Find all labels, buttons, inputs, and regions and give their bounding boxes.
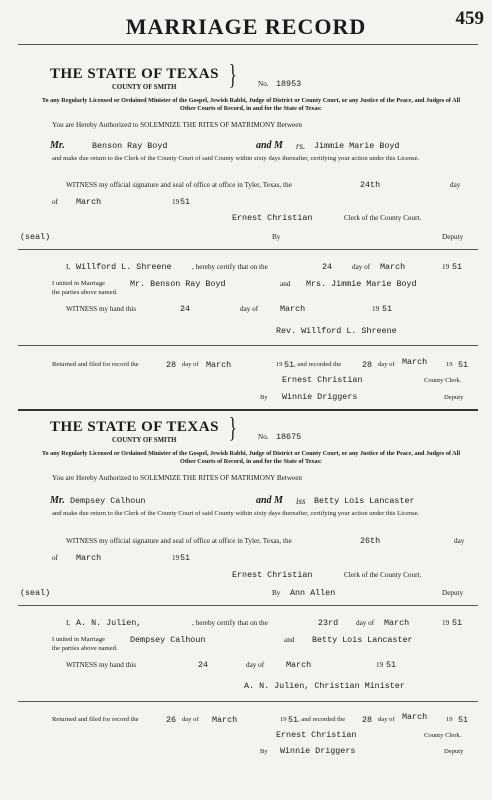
returned-text: Returned and filed for record the [52, 361, 139, 368]
page-number: 459 [455, 8, 484, 29]
returned-of: day of [182, 361, 199, 368]
authorized-text: You are Hereby Authorized to SOLEMNIZE THE RITES OF MATRIMONY Between [52, 474, 303, 482]
authorized-text: You are Hereby Authorized to SOLEMNIZE THE RITES OF MATRIMONY Between [52, 121, 303, 129]
returned-day: 28 [166, 360, 177, 370]
county-clerk-name: Ernest Christian [282, 375, 363, 385]
and-label: and [280, 280, 291, 288]
year-prefix: 19 [172, 554, 180, 562]
county-clerk-name: Ernest Christian [276, 730, 357, 740]
recorded-year: 51 [458, 715, 469, 725]
parties-text: the parties above named. [52, 289, 118, 296]
bride-prefix: rs. [296, 141, 306, 151]
recorded-of: day of [378, 716, 395, 723]
mr-prefix: Mr. [50, 140, 65, 151]
brace-mark: } [228, 413, 237, 444]
officiant-name: A. N. Julien, [76, 618, 142, 628]
day-label: day [450, 181, 461, 189]
returned-day: 26 [166, 715, 177, 725]
section-rule [18, 605, 478, 606]
return-text: and make due return to the Clerk of the County Court of said County within sixty days thereafter, certifying your action under this License. [52, 155, 420, 162]
cert-year-prefix: 19 [442, 263, 450, 271]
officiant-signature: A. N. Julien, Christian Minister [244, 681, 405, 691]
hand-of: day of [240, 305, 259, 313]
recorded-month: March [402, 712, 428, 722]
cert-year-prefix: 19 [442, 619, 450, 627]
state-heading: THE STATE OF TEXAS [50, 419, 219, 435]
and-prefix: and M [256, 140, 283, 151]
hand-year-prefix: 19 [376, 661, 384, 669]
by2-name: Winnie Driggers [280, 746, 356, 756]
witness-text: WITNESS my official signature and seal of office at office in Tyler, Texas, the [66, 181, 292, 189]
witness-hand: WITNESS my hand this [66, 305, 137, 313]
deputy-label: Deputy [442, 589, 464, 597]
cert-day-label: day of [356, 619, 375, 627]
license-no-label: No. [258, 80, 269, 88]
cert-day: 23rd [318, 618, 339, 628]
day-label: day [454, 537, 465, 545]
to-any-text: To any Regularly Licensed or Ordained Minister of the Gospel, Jewish Rabbi, Judge of District or County Court, or any Justice of the Peace, and Judges of All Other Courts of Record, in and for the State of Texas: [41, 97, 461, 112]
by2-label: By [260, 748, 268, 755]
recorded-day: 28 [362, 715, 373, 725]
day-value: 26th [360, 536, 381, 546]
deputy2-label: Deputy [444, 394, 464, 401]
clerk-name: Ernest Christian [232, 570, 313, 580]
and-label: and [284, 636, 295, 644]
by2-label: By [260, 394, 268, 401]
county-heading: COUNTY OF SMITH [112, 84, 177, 91]
recorded-year-prefix: 19 [446, 716, 453, 723]
officiant-name: Willford L. Shreene [76, 262, 172, 272]
page-title: MARRIAGE RECORD [125, 14, 367, 39]
returned-year-prefix: 19 [280, 716, 287, 723]
deputy-label: Deputy [442, 233, 464, 241]
month-value: March [76, 197, 102, 207]
license-no-label: No. [258, 433, 269, 441]
hand-year: 51 [386, 660, 397, 670]
year-value: 51 [180, 197, 191, 207]
bride-prefix: iss [296, 496, 306, 506]
returned-year: 51 [284, 360, 295, 370]
return-text: and make due return to the Clerk of the County Court of said County within sixty days thereafter, certifying your action under this License. [52, 510, 420, 517]
recorded-month: March [402, 357, 428, 367]
section-rule [18, 249, 478, 250]
returned-year-prefix: 19 [276, 361, 283, 368]
returned-month: March [212, 715, 238, 725]
of-label: of [52, 554, 58, 562]
hand-year: 51 [382, 304, 393, 314]
returned-of: day of [182, 716, 199, 723]
united-text: I united in Marriage [52, 636, 105, 643]
month-value: March [76, 553, 102, 563]
united-groom: Dempsey Calhoun [130, 635, 206, 645]
section-rule [18, 701, 478, 702]
recorded-text: , and recorded the [298, 716, 346, 723]
witness-text: WITNESS my official signature and seal of office at office in Tyler, Texas, the [66, 537, 292, 545]
by-label: By [272, 233, 281, 241]
cert-day-label: day of [352, 263, 371, 271]
mr-prefix: Mr. [50, 495, 65, 506]
returned-text: Returned and filed for record the [52, 716, 139, 723]
county-clerk-label: County Clerk. [424, 732, 462, 739]
united-groom: Mr. Benson Ray Boyd [130, 279, 226, 289]
groom-name: Benson Ray Boyd [92, 141, 168, 151]
recorded-day: 28 [362, 360, 373, 370]
clerk-label: Clerk of the County Court. [344, 214, 422, 222]
clerk-label: Clerk of the County Court. [344, 571, 422, 579]
recorded-text: , and recorded the [294, 361, 342, 368]
seal-mark: (seal) [20, 232, 51, 242]
bride-name: Jimmie Marie Boyd [314, 141, 400, 151]
header-rule [18, 44, 478, 45]
cert-month: March [384, 618, 410, 628]
clerk-name: Ernest Christian [232, 213, 313, 223]
seal-mark: (seal) [20, 588, 51, 598]
hand-month: March [286, 660, 312, 670]
hand-day: 24 [198, 660, 209, 670]
recorded-year: 51 [458, 360, 469, 370]
cert-text: , hereby certify that on the [192, 619, 268, 627]
united-bride: Betty Lois Lancaster [312, 635, 413, 645]
cert-i: I, [66, 619, 71, 627]
hand-year-prefix: 19 [372, 305, 380, 313]
cert-year: 51 [452, 262, 463, 272]
state-heading: THE STATE OF TEXAS [50, 66, 219, 82]
year-prefix: 19 [172, 198, 180, 206]
recorded-year-prefix: 19 [446, 361, 453, 368]
cert-text: , hereby certify that on the [192, 263, 268, 271]
license-number: 18953 [276, 79, 302, 89]
cert-day: 24 [322, 262, 333, 272]
hand-of: day of [246, 661, 265, 669]
hand-month: March [280, 304, 306, 314]
county-heading: COUNTY OF SMITH [112, 437, 177, 444]
brace-mark: } [228, 60, 237, 91]
united-text: I united in Marriage [52, 280, 105, 287]
county-clerk-label: County Clerk. [424, 377, 462, 384]
groom-name: Dempsey Calhoun [70, 496, 146, 506]
hand-day: 24 [180, 304, 191, 314]
parties-text: the parties above named. [52, 645, 118, 652]
cert-year: 51 [452, 618, 463, 628]
deputy-name: Ann Allen [290, 588, 336, 598]
cert-month: March [380, 262, 406, 272]
returned-year: 51 [288, 715, 299, 725]
day-value: 24th [360, 180, 381, 190]
bride-name: Betty Lois Lancaster [314, 496, 415, 506]
and-prefix: and M [256, 495, 283, 506]
by2-name: Winnie Driggers [282, 392, 358, 402]
officiant-signature: Rev. Willford L. Shreene [276, 326, 397, 336]
cert-i: I, [66, 263, 71, 271]
returned-month: March [206, 360, 232, 370]
record-divider [18, 409, 478, 411]
deputy2-label: Deputy [444, 748, 464, 755]
witness-hand: WITNESS my hand this [66, 661, 137, 669]
year-value: 51 [180, 553, 191, 563]
recorded-of: day of [378, 361, 395, 368]
by-label: By [272, 589, 281, 597]
united-bride: Mrs. Jimmie Marie Boyd [306, 279, 417, 289]
section-rule [18, 345, 478, 346]
of-label: of [52, 198, 58, 206]
license-number: 18675 [276, 432, 302, 442]
to-any-text: To any Regularly Licensed or Ordained Minister of the Gospel, Jewish Rabbi, Judge of District or County Court, or any Justice of the Peace, and Judges of All Other Courts of Record, in and for the State of Texas: [41, 450, 461, 465]
